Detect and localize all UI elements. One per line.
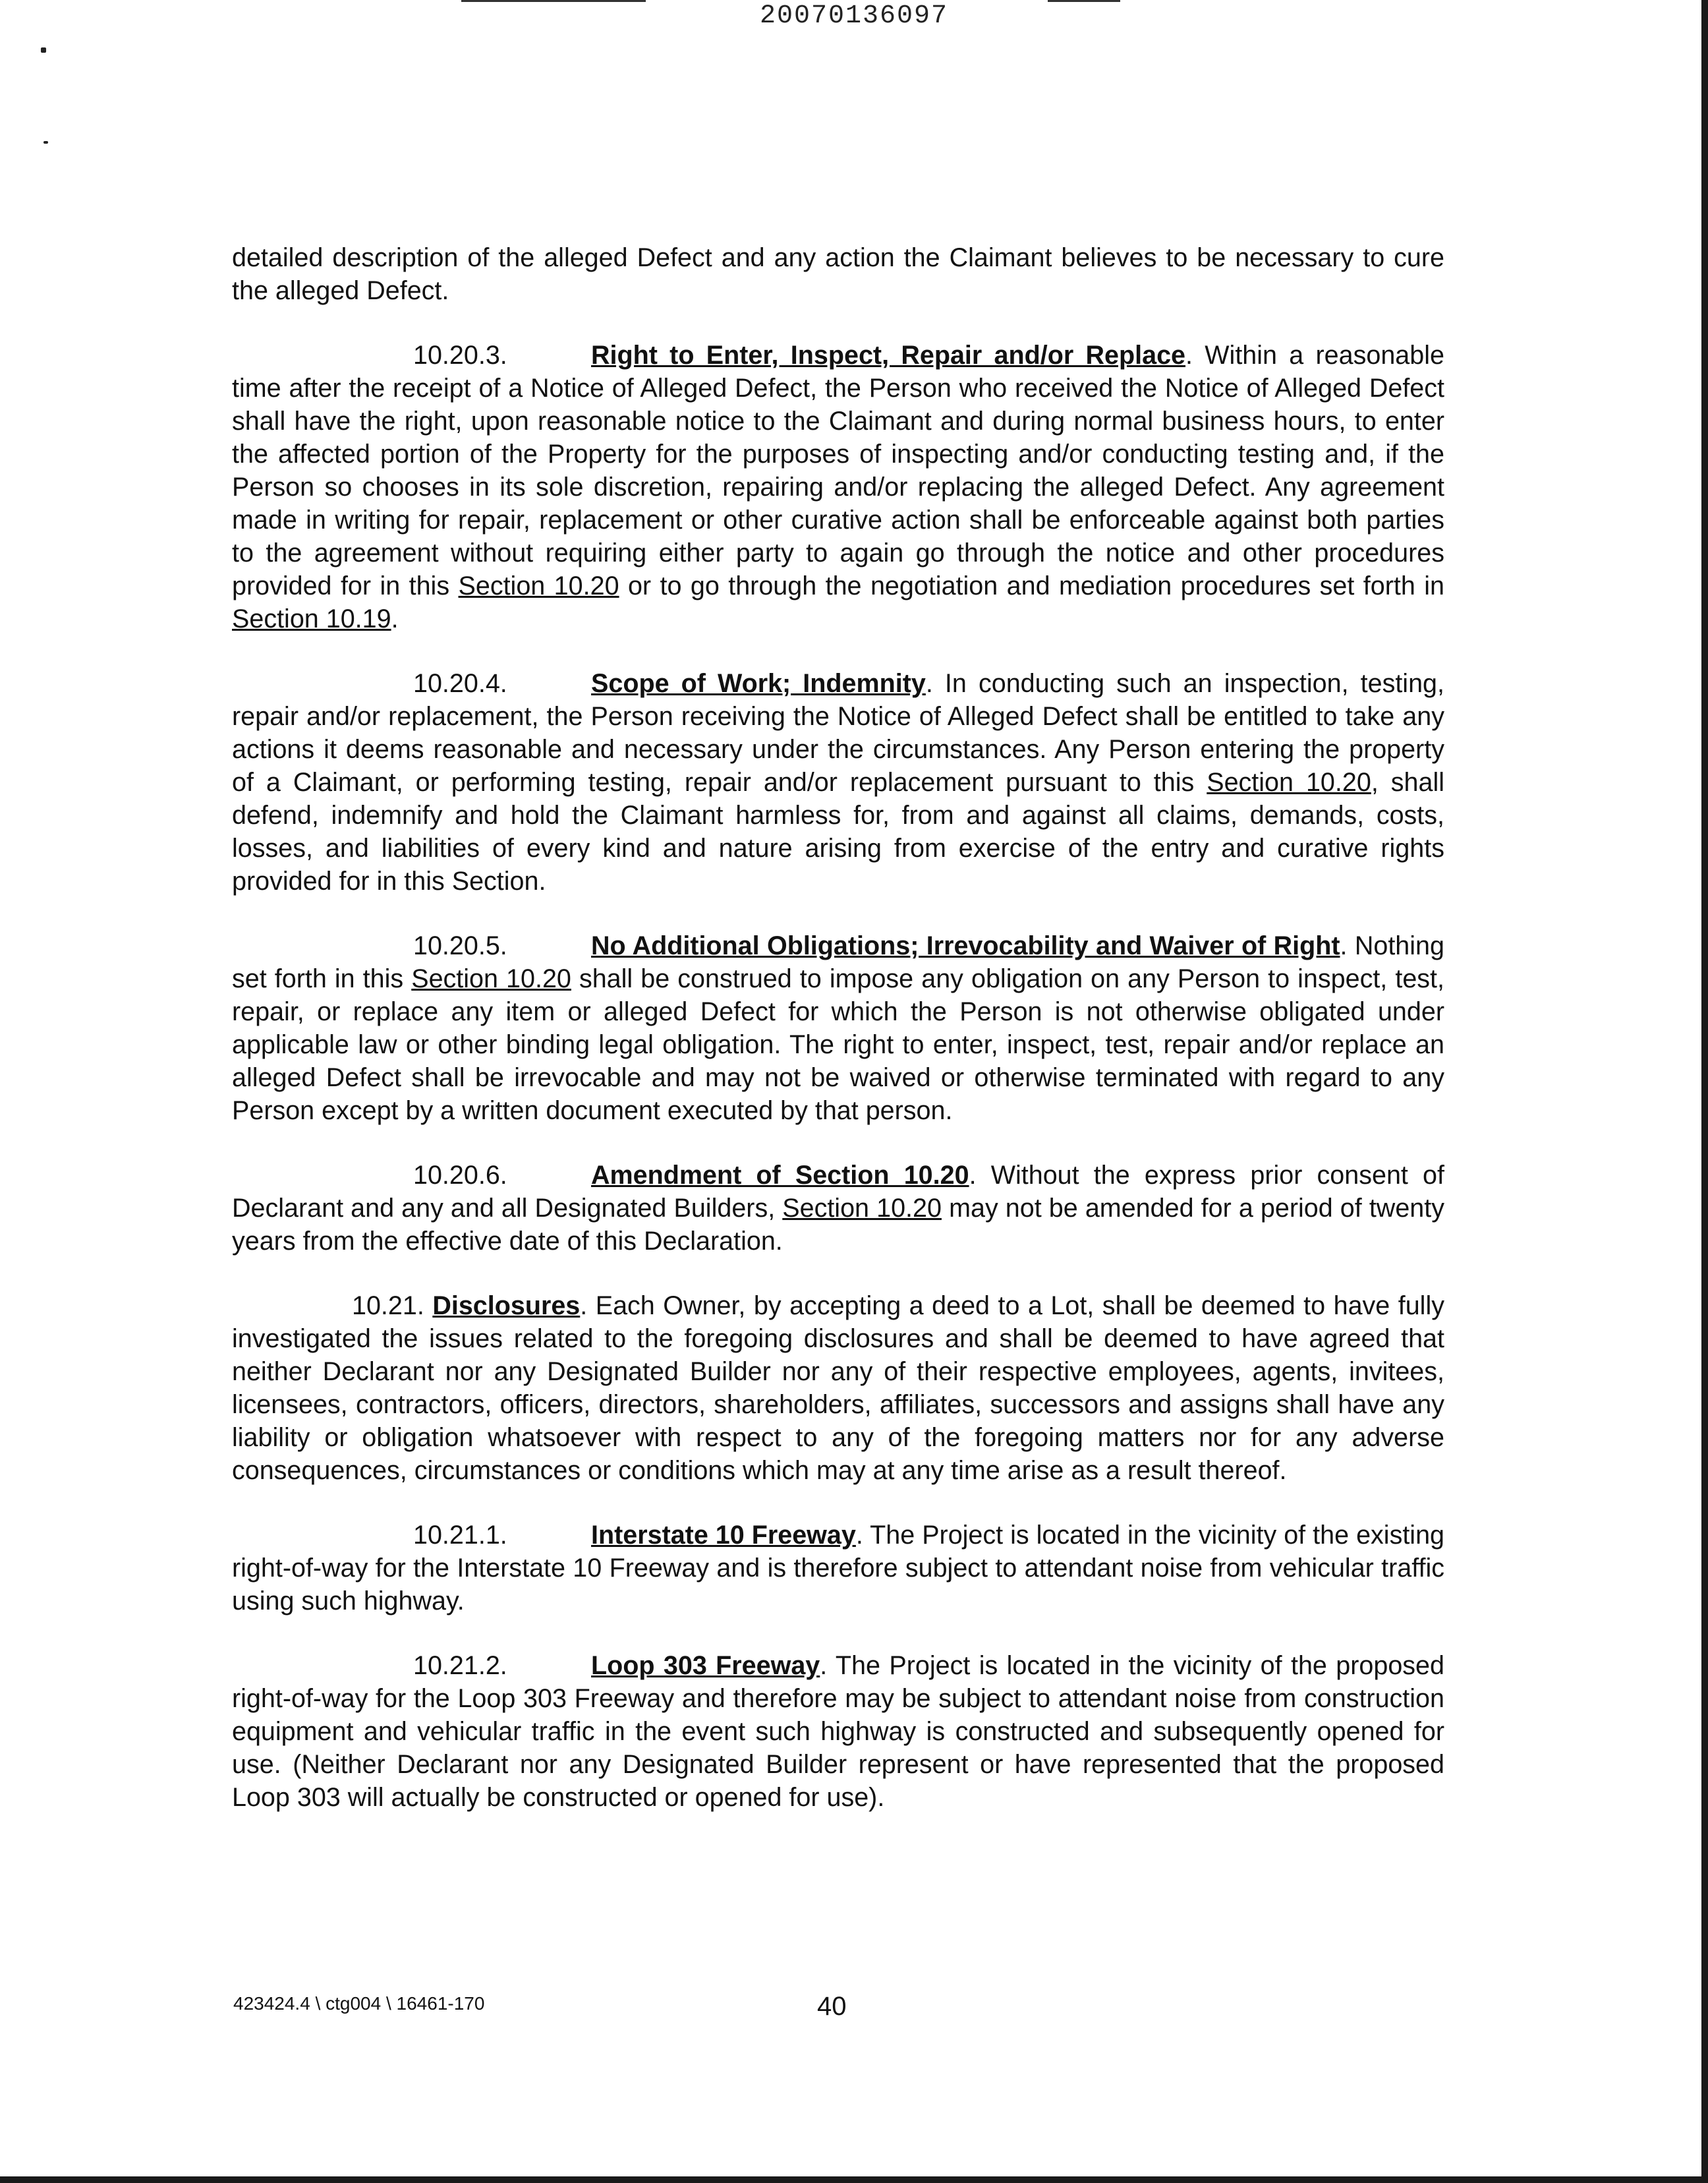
paragraph-text: . Without the express prior consent of Declarant and any and all Designated Builders, — [232, 1161, 1444, 1223]
section-10-21-1 — [232, 1519, 1444, 1617]
scan-edge-bottom — [0, 2176, 1708, 2183]
section-reference: Section 10.20 — [458, 571, 619, 600]
section-10-21 — [232, 1289, 1444, 1487]
document-body — [232, 241, 1444, 1846]
section-number: 10.21. — [352, 1291, 424, 1320]
paragraph-text: . — [391, 604, 399, 633]
section-heading: Loop 303 Freeway — [591, 1651, 820, 1680]
section-reference: Section 10.19 — [232, 604, 391, 633]
section-heading: Interstate 10 Freeway — [591, 1521, 856, 1550]
section-heading: No Additional Obligations; Irrevocability and Waiver of Right — [591, 931, 1340, 960]
scan-speck — [41, 47, 46, 53]
paragraph-text: may not be amended for a period of twenty years from the effective date of this Declaration. — [232, 1194, 1444, 1256]
section-reference: Section 10.20 — [1207, 768, 1371, 797]
scan-speck — [43, 141, 48, 144]
section-heading: Right to Enter, Inspect, Repair and/or Replace — [591, 341, 1186, 370]
section-number: 10.21.2. — [413, 1651, 507, 1680]
section-10-20-5 — [232, 929, 1444, 1127]
section-heading: Amendment of Section 10.20 — [591, 1161, 969, 1190]
document-number-header: 20070136097 — [759, 1, 949, 31]
section-heading: Scope of Work; Indemnity — [591, 669, 926, 698]
scan-edge-right — [1701, 0, 1708, 2183]
page-number: 40 — [817, 1992, 847, 2021]
paragraph-text: shall be construed to impose any obligation on any Person to inspect, test, repair, or replace any item or alleged Defect for which the Person is not otherwise obligated under applicable law or other binding legal obligation. The right to enter, inspect, test, repair and/or replace an alleged Defect shall be irrevocable and may not be waived or otherwise terminated with regard to any Person except by a written document executed by that person. — [232, 964, 1444, 1125]
section-number: 10.20.4. — [413, 669, 507, 698]
paragraph-text: . The Project is located in the vicinity of the existing right-of-way for the Interstate 10 Freeway and is therefore subject to attendant noise from vehicular traffic using such highway. — [232, 1521, 1445, 1615]
paragraph-text: . The Project is located in the vicinity of the proposed right-of-way for the Loop 303 Freeway and therefore may be subject to attendant noise from construction equipment and vehicular traffic in the event such highway is constructed and subsequently opened for use. (Neither Declarant nor any Designated Builder represent or have represented that the proposed Loop 303 will actually be constructed or opened for use). — [232, 1651, 1444, 1812]
section-number: 10.21.1. — [413, 1521, 507, 1550]
section-number: 10.20.6. — [413, 1161, 507, 1190]
paragraph-continuation — [232, 241, 1444, 307]
section-10-20-4 — [232, 667, 1444, 898]
section-10-20-3 — [232, 339, 1444, 635]
section-heading: Disclosures — [432, 1291, 581, 1320]
paragraph-text: detailed description of the alleged Defect and any action the Claimant believes to be necessary to cure the alleged Defect. — [232, 243, 1444, 305]
section-reference: Section 10.20 — [411, 964, 571, 993]
section-10-20-6 — [232, 1159, 1444, 1258]
paragraph-text: . Within a reasonable time after the receipt of a Notice of Alleged Defect, the Person who received the Notice of Alleged Defect shall have the right, upon reasonable notice to the Claimant and during normal business hours, to enter the affected portion of the Property for the purposes of inspecting and/or conducting testing and, if the Person so chooses in its sole discretion, repairing and/or replacing the alleged Defect. Any agreement made in writing for repair, replacement or other curative action shall be enforceable against both parties to the agreement without requiring either party to again go through the notice and other procedures provided for in this — [232, 341, 1444, 600]
section-reference: Section 10.20 — [782, 1194, 942, 1223]
section-number: 10.20.5. — [413, 931, 507, 960]
paragraph-text: . Each Owner, by accepting a deed to a Lot, shall be deemed to have fully investigated the issues related to the foregoing disclosures and shall be deemed to have agreed that neither Declarant nor any Designated Builder nor any of their respective employees, agents, invitees, licensees, contractors, officers, directors, shareholders, affiliates, successors and assigns shall have any liability or obligation whatsoever with respect to any of the foregoing matters nor for any adverse consequences, circumstances or conditions which may at any time arise as a result thereof. — [232, 1291, 1444, 1485]
paragraph-text: . Nothing set forth in this — [232, 931, 1444, 993]
paragraph-text: , shall defend, indemnify and hold the Claimant harmless for, from and against all claims, demands, costs, losses, and liabilities of every kind and nature arising from exercise of the entry and curative rights provided for in this Section. — [232, 768, 1445, 896]
section-10-21-2 — [232, 1649, 1444, 1814]
paragraph-text: or to go through the negotiation and mediation procedures set forth in — [619, 571, 1444, 600]
footer-document-id: 423424.4 \ ctg004 \ 16461-170 — [233, 1993, 485, 2014]
paragraph-text: . In conducting such an inspection, testing, repair and/or replacement, the Person receiving the Notice of Alleged Defect shall be entitled to take any actions it deems reasonable and necessary under the circumstances. Any Person entering the property of a Claimant, or performing testing, repair and/or replacement pursuant to this — [232, 669, 1444, 797]
section-number: 10.20.3. — [413, 341, 507, 370]
